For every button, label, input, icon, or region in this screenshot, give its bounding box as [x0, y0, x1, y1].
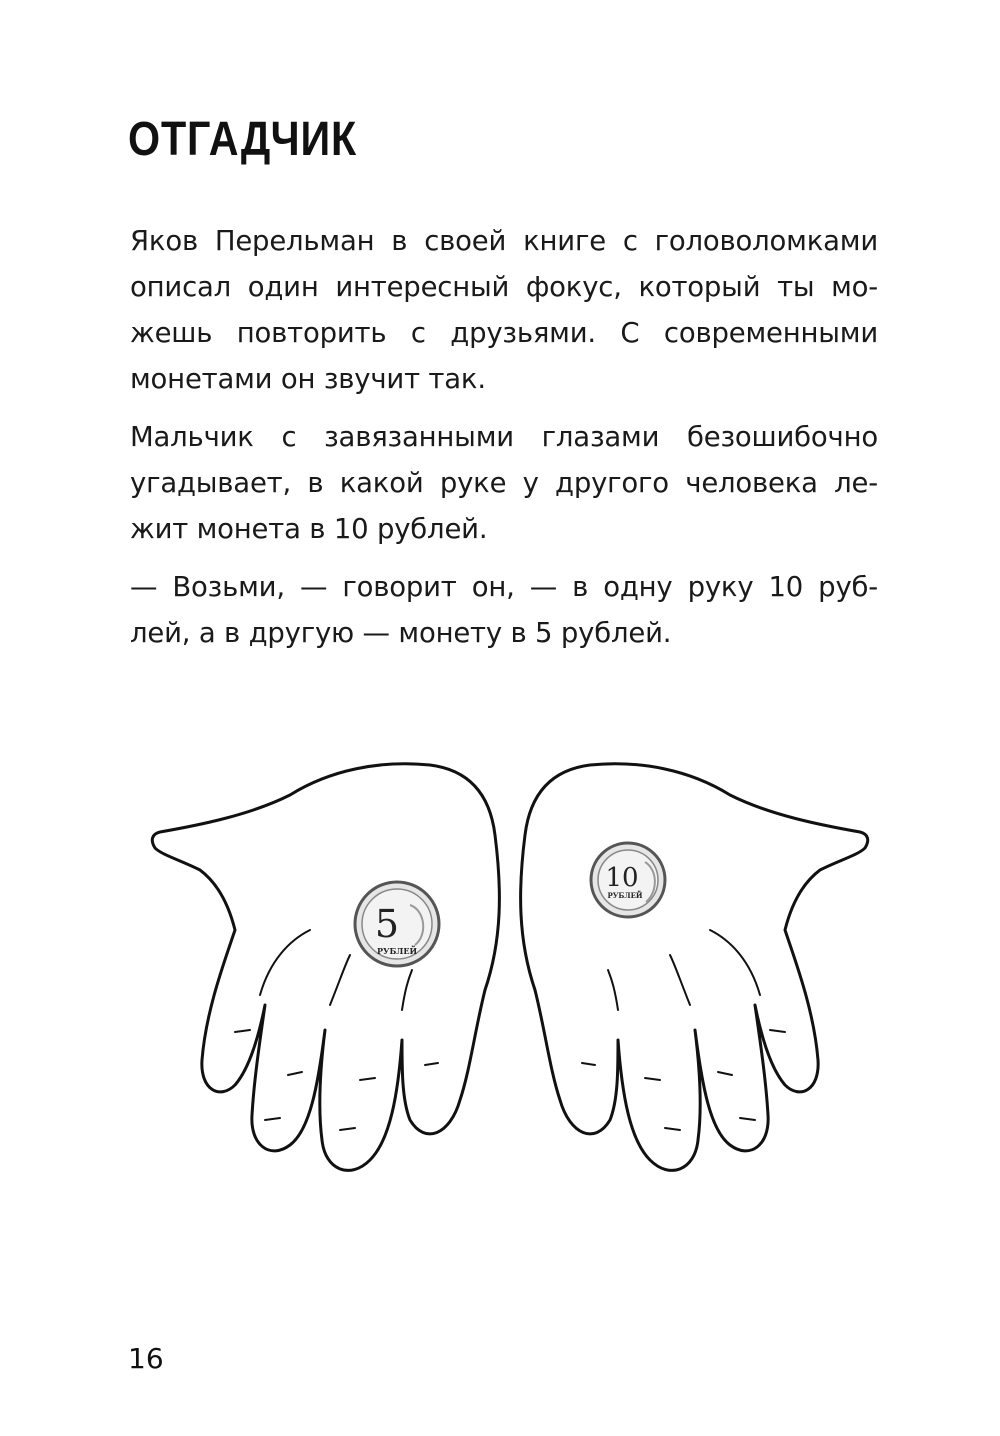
page-number: 16 [128, 1342, 164, 1375]
two-hands-illustration [140, 740, 880, 1200]
coin-5-rubles [355, 882, 439, 966]
left-hand [152, 764, 499, 1171]
text-line: монетами он звучит так. [130, 363, 486, 395]
coin-5-label: РУБЛЕЙ [376, 946, 418, 956]
coin-10-rubles [591, 843, 665, 917]
right-hand [521, 764, 868, 1171]
body-text [130, 218, 878, 668]
coin-10-label: РУБЛЕЙ [607, 891, 643, 900]
text-line: угадывает, в какой руке у другого человека ле- [130, 467, 878, 499]
page-title: ОТГАДЧИК [128, 113, 358, 166]
paragraph [130, 218, 878, 402]
coin-10-value: 10 [605, 863, 639, 893]
text-line: жит монета в 10 рублей. [130, 513, 488, 545]
text-line: Яков Перельман в своей книге с головоломками [130, 225, 878, 257]
text-line: лей, а в другую — монету в 5 рублей. [130, 617, 672, 649]
text-line: жешь повторить с друзьями. С современными [130, 317, 878, 349]
paragraph [130, 564, 878, 656]
coin-5-value: 5 [374, 902, 400, 946]
text-line: — Возьми, — говорит он, — в одну руку 10 руб- [130, 571, 878, 603]
text-line: Мальчик с завязанными глазами безошибочно [130, 421, 878, 453]
paragraph [130, 414, 878, 552]
text-line: описал один интересный фокус, который ты мо- [130, 271, 878, 303]
